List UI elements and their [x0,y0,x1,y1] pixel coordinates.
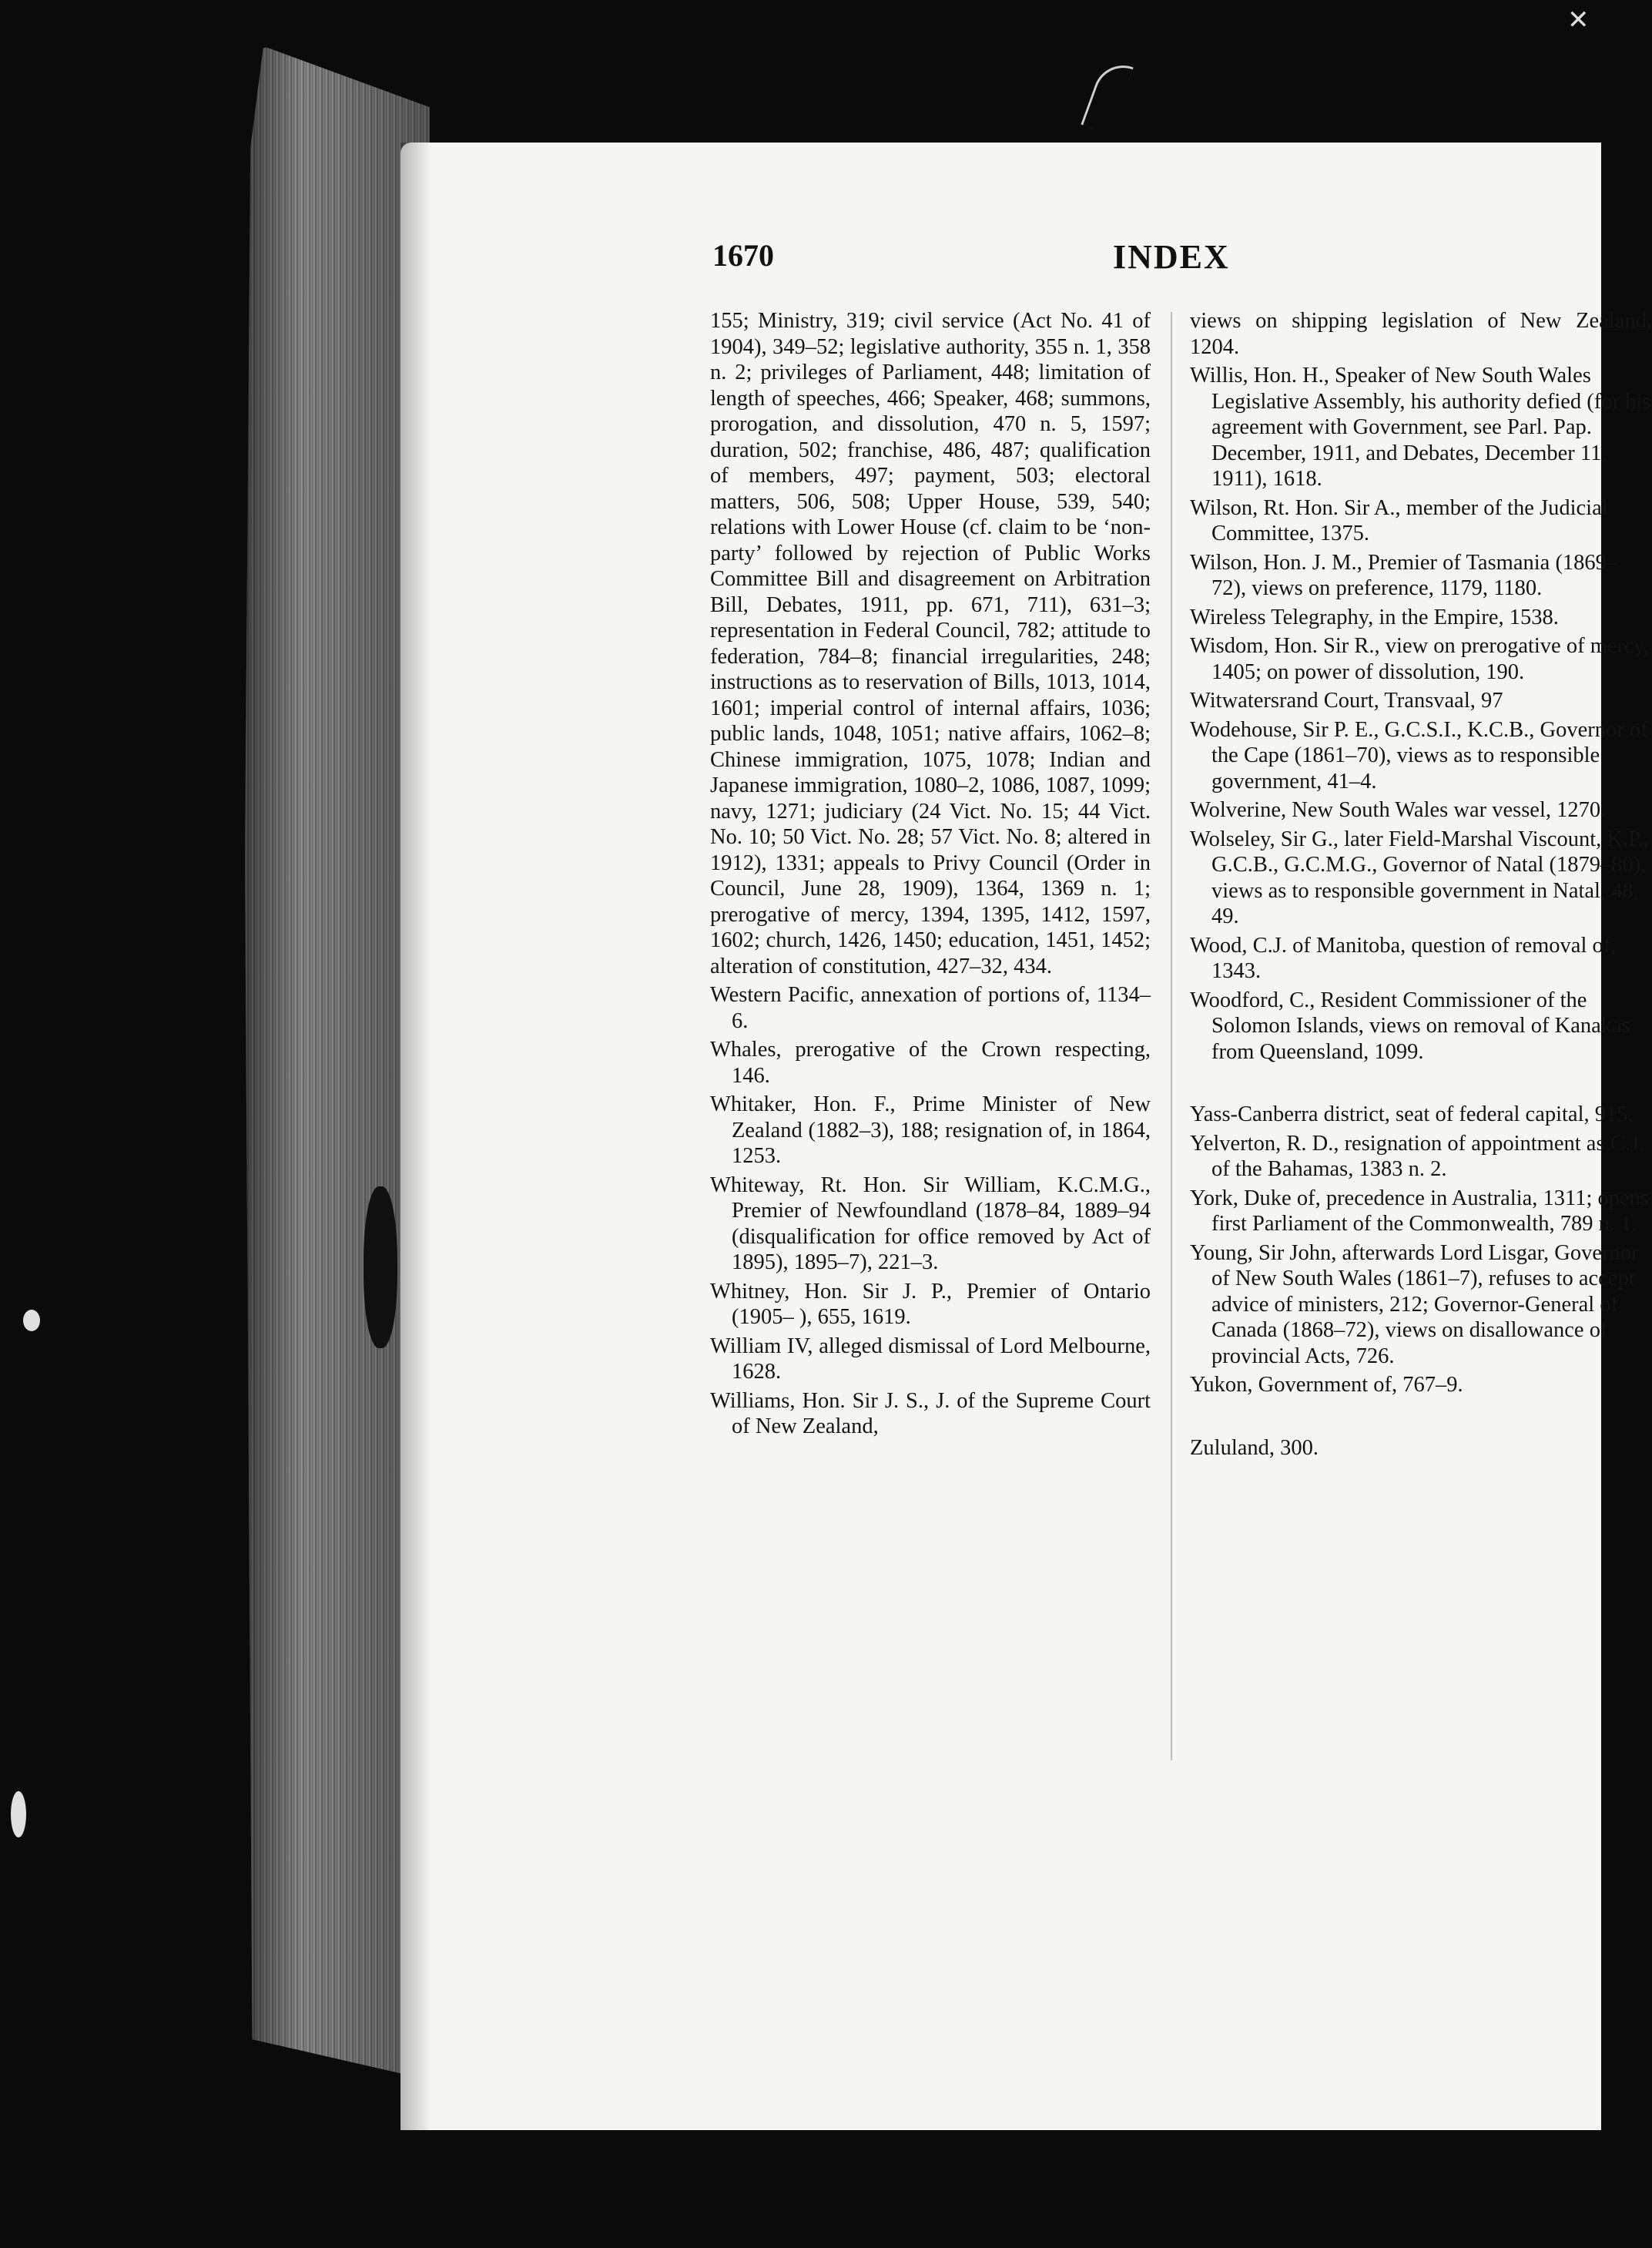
film-speck [23,1310,40,1331]
page-number: 1670 [712,238,774,273]
index-entry: Witwatersrand Court, Transvaal, 97 [1190,689,1503,713]
corner-mark-icon: ✕ [1567,5,1590,35]
index-entry: Yass-Canberra district, seat of federal capital, 915. [1190,1102,1634,1126]
index-column-left [710,308,1151,1443]
index-entry: Wilson, Hon. J. M., Premier of Tasmania (1869–72), views on preference, 1179, 1180. [1190,550,1618,600]
index-entry: Williams, Hon. Sir J. S., J. of the Supreme Court of New Zealand, [710,1388,1151,1438]
index-entry: Wolseley, Sir G., later Field-Marshal Viscount, K.P., G.C.B., G.C.M.G., Governor of Natal (1879–80), views as to responsible government in Natal, 48, 49. [1190,827,1650,928]
index-entry: York, Duke of, precedence in Australia, 1311; opens first Parliament of the Commonwealth, 789 n. 1. [1190,1186,1649,1236]
index-entry: Wood, C.J. of Manitoba, question of removal of, 1343. [1190,933,1617,983]
index-column-right [1190,308,1652,1464]
page-title: INDEX [1113,238,1230,276]
index-entry: Zululand, 300. [1190,1435,1319,1460]
film-speck [11,1791,26,1837]
index-entry: Yelverton, R. D., resignation of appointment as C.J. of the Bahamas, 1383 n. 2. [1190,1131,1645,1181]
index-entry: Whitaker, Hon. F., Prime Minister of New Zealand (1882–3), 188; resignation of, in 1864, 1253. [710,1092,1151,1168]
index-entry: William IV, alleged dismissal of Lord Melbourne, 1628. [710,1334,1151,1384]
index-entry: Wodehouse, Sir P. E., G.C.S.I., K.C.B., Governor of the Cape (1861–70), views as to responsible government, 41–4. [1190,717,1648,794]
index-entry: Wilson, Rt. Hon. Sir A., member of the Judicial Committee, 1375. [1190,495,1608,545]
index-entry-continued: 155; Ministry, 319; civil service (Act No. 41 of 1904), 349–52; legislative authority, 355 n. 1, 358 n. 2; privileges of Parliament, 448; limitation of length of speeches, 466; Speaker, 468; summons, prorogation, and dissolution, 470 n. 5, 1597; duration, 502; franchise, 486, 487; qualification of members, 497; payment, 503; electoral matters, 506, 508; Upper House, 539, 540; relations with Lower House (cf. claim to be ‘non-party’ followed by rejection of Public Works Committee Bill and disagreement on Arbitration Bill, Debates, 1911, pp. 671, 711), 631–3; representation in Federal Council, 782; attitude to federation, 784–8; financial irregularities, 248; instructions as to reservation of Bills, 1013, 1014, 1601; imperial control of internal affairs, 1036; public lands, 1048, 1051; native affairs, 1062–8; Chinese immigration, 1075, 1078; Indian and Japanese immigration, 1080–2, 1086, 1087, 1099; navy, 1271; judiciary (24 Vict. No. 15; 44 Vict. No. 10; 50 Vict. No. 28; 57 Vict. No. 8; altered in 1912), 1331; appeals to Privy Council (Order in Council, June 28, 1909), 1364, 1369 n. 1; prerogative of mercy, 1394, 1395, 1412, 1597, 1602; church, 1426, 1450; education, 1451, 1452; alteration of constitution, 427–32, 434. [710,309,1151,978]
index-entry: Woodford, C., Resident Commissioner of the Solomon Islands, views on removal of Kanakas from Queensland, 1099. [1190,988,1630,1064]
index-entry: Willis, Hon. H., Speaker of New South Wales Legislative Assembly, his authority defied (for his agreement with Government, see Parl. Pap. December, 1911, and Debates, December 11, 1911), 1618. [1190,364,1651,491]
index-entry-continued: views on shipping legislation of New Zealand, 1204. [1190,309,1652,359]
index-entry: Western Pacific, annexation of portions of, 1134–6. [710,983,1151,1033]
film-scratch [1081,57,1133,135]
index-entry: Young, Sir John, afterwards Lord Lisgar, Governor of New South Wales (1861–7), refuses to accept advice of ministers, 212; Governor-General of Canada (1868–72), views on disallowance of provincial Acts, 726. [1190,1240,1639,1368]
running-head [712,237,1483,284]
index-entry: Wisdom, Hon. Sir R., view on prerogative of mercy, 1405; on power of dissolution, 190. [1190,634,1650,684]
index-entry: Wolverine, New South Wales war vessel, 1270. [1190,798,1607,822]
page-gutter-shadow [400,143,431,2130]
index-entry: Whiteway, Rt. Hon. Sir William, K.C.M.G., Premier of Newfoundland (1878–84, 1889–94 (disqualification for office removed by Act of 1895), 1895–7), 221–3. [710,1173,1151,1274]
index-entry: Wireless Telegraphy, in the Empire, 1538. [1190,605,1559,629]
index-entry: Whales, prerogative of the Crown respecting, 146. [710,1038,1151,1088]
index-entry: Yukon, Government of, 767–9. [1190,1373,1463,1397]
index-entry: Whitney, Hon. Sir J. P., Premier of Ontario (1905– ), 655, 1619. [710,1279,1151,1329]
column-divider [1171,312,1172,1760]
page-edge-stain [364,1186,397,1348]
